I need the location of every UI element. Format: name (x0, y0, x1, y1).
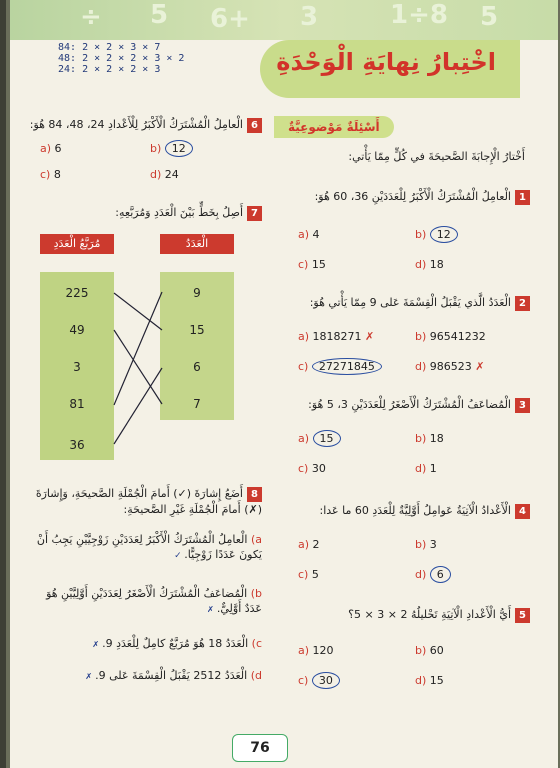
square-value[interactable]: 3 (73, 360, 81, 374)
number-column-header: الْعَدَدُ (160, 234, 234, 254)
q2-option-c[interactable]: c) 27271845 (298, 360, 382, 373)
question-1: 1الْعامِلُ الْمُشْتَرَكُ الْأَكْبَرُ لِلْعَدَدَيْنِ 36، 60 هُوَ: (290, 190, 530, 205)
q6-option-b[interactable]: b) 12 (150, 142, 193, 155)
square-column-header: مُرَبَّعُ الْعَدَدِ (40, 234, 114, 254)
cross-mark: ✗ (207, 604, 214, 615)
check-mark: ✓ (174, 550, 181, 561)
handwritten-factorization: 84: 2 × 2 × 3 × 7 48: 2 × 2 × 2 × 3 × 2 24: 2 × 2 × 2 × 3 (58, 42, 185, 75)
cross-mark: ✗ (85, 671, 92, 682)
matching-lines (10, 0, 558, 768)
q4-option-d[interactable]: d) 6 (415, 568, 451, 581)
q4-option-b[interactable]: b) 3 (415, 538, 437, 551)
q6-option-d[interactable]: d) 24 (150, 168, 179, 181)
statement-a: a) الْعامِلُ الْمُشْتَرَكُ الْأَكْبَرُ لِعَدَدَيْنِ زَوْجِيَّيْنِ يَجِبُ أَنْ يَكونَ عَدَدًا زَوْجِيًّا. ✓ (36, 533, 262, 561)
question-4: 4الْأَعْدادُ الْآتِيَةُ عَوامِلُ أَوَّلِيَّةٌ لِلْعَدَدِ 60 ما عَدا: (280, 504, 530, 519)
q5-option-b[interactable]: b) 60 (415, 644, 444, 657)
square-value[interactable]: 81 (69, 397, 85, 411)
q1-option-b[interactable]: b) 12 (415, 228, 458, 241)
q3-option-c[interactable]: c) 30 (298, 462, 326, 475)
q3-option-a[interactable]: a) 15 (298, 432, 341, 445)
question-5: 5أَيُّ الْأَعْدادِ الْآتِيَةِ تَحْليلُهُ 2 × 3 × 5؟ (280, 608, 530, 623)
number-value[interactable]: 9 (193, 286, 201, 300)
q1-option-d[interactable]: d) 18 (415, 258, 444, 271)
number-value[interactable]: 15 (189, 323, 205, 337)
q5-option-a[interactable]: a) 120 (298, 644, 334, 657)
question-3: 3الْمُضاعَفُ الْمُشْتَرَكُ الْأَصْغَرُ لِلْعَدَدَيْنِ 3، 5 هُوَ: (280, 398, 530, 413)
q3-option-d[interactable]: d) 1 (415, 462, 437, 475)
q6-option-a[interactable]: a) 6 (40, 142, 62, 155)
q2-option-a[interactable]: a) 1818271 ✗ (298, 330, 375, 343)
q5-option-d[interactable]: d) 15 (415, 674, 444, 687)
q4-option-a[interactable]: a) 2 (298, 538, 320, 551)
instruction: أَخْتارُ الْإِجابَةَ الصَّحيحَةَ في كُلٍّ مِمّا يَأْتي: (348, 150, 525, 163)
question-2: 2الْعَدَدُ الَّذي يَقْبَلُ الْقِسْمَةَ عَلى 9 مِمّا يَأْتي هُوَ: (280, 296, 530, 311)
question-7: 7أَصِلُ بِخَطٍّ بَيْنَ الْعَدَدِ وَمُرَبَّعِهِ: (30, 206, 262, 221)
q5-option-c[interactable]: c) 30 (298, 674, 340, 687)
top-decoration: ÷ 5 6+ 3 1÷8 5 (10, 0, 558, 40)
question-6: 6الْعامِلُ الْمُشْتَرَكُ الْأَكْبَرُ لِلْأَعْدادِ 24، 48، 84 هُوَ: (30, 118, 262, 133)
statement-c: c) الْعَدَدُ 18 هُوَ مُرَبَّعٌ كامِلٌ لِلْعَدَدِ 9. ✗ (92, 637, 262, 650)
book-binding (0, 0, 6, 768)
number-value[interactable]: 6 (193, 360, 201, 374)
q2-option-d[interactable]: d) 986523 ✗ (415, 360, 485, 373)
statement-b: b) الْمُضاعَفُ الْمُشْتَرَكُ الْأَصْغَرُ لِعَدَدَيْنِ أَوَّلِيَّيْنِ هُوَ عَدَدٌ أَوَّلِيٌّ. ✗ (46, 587, 262, 615)
square-value[interactable]: 49 (69, 323, 85, 337)
number-value[interactable]: 7 (193, 397, 201, 411)
page-number: 76 (232, 734, 288, 762)
q6-option-c[interactable]: c) 8 (40, 168, 61, 181)
square-value[interactable]: 225 (65, 286, 89, 300)
page-title: اخْتِبارُ نِهايَةِ الْوَحْدَةِ (276, 48, 496, 76)
statement-d: d) الْعَدَدُ 2512 يَقْبَلُ الْقِسْمَةَ عَلى 9. ✗ (85, 669, 262, 682)
textbook-page (10, 0, 558, 768)
q2-option-b[interactable]: b) 96541232 (415, 330, 486, 343)
q1-option-a[interactable]: a) 4 (298, 228, 320, 241)
q1-option-c[interactable]: c) 15 (298, 258, 326, 271)
q4-option-c[interactable]: c) 5 (298, 568, 319, 581)
q3-option-b[interactable]: b) 18 (415, 432, 444, 445)
section-label: أَسْئِلَةٌ مَوْضوعِيَّةٌ (274, 116, 394, 138)
cross-mark: ✗ (92, 639, 99, 650)
question-8: 8أَضَعُ إِشارَةَ (✓) أَمامَ الْجُمْلَةِ الصَّحيحَةِ، وَإِشارَةَ (✗) أَمامَ الْجُمْلَةِ غَيْرِ الصَّحيحَةِ: (35, 487, 262, 516)
square-value[interactable]: 36 (40, 430, 114, 460)
